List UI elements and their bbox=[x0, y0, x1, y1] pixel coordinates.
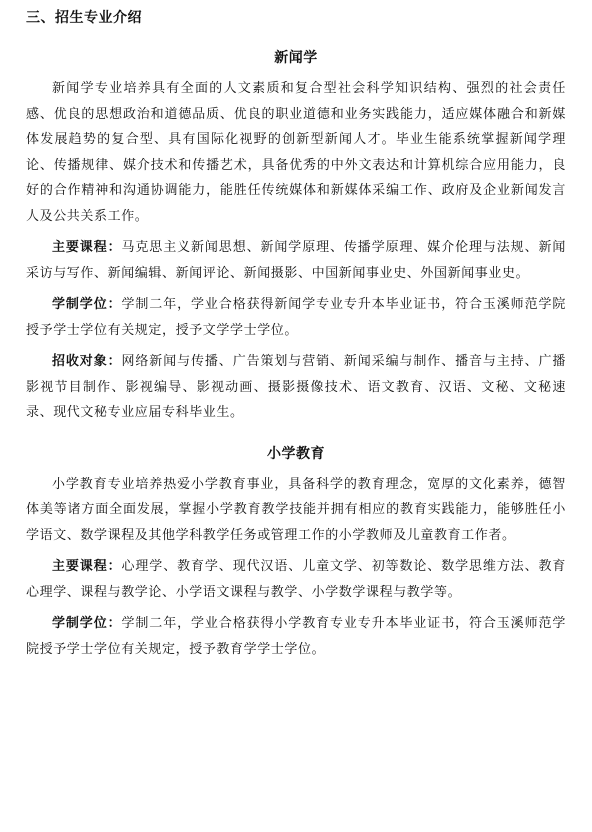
target-paragraph bbox=[26, 349, 566, 426]
section-heading: 三、招生专业介绍 bbox=[26, 10, 142, 26]
courses-label: 主要课程： bbox=[52, 559, 122, 574]
target-text: 网络新闻与传播、广告策划与营销、新闻采编与制作、播音与主持、广播影视节目制作、影视编导、影视动画、摄影摄像技术、语文教育、汉语、文秘、文秘速录、现代文秘专业应届专科毕业生。 bbox=[26, 354, 566, 420]
major-intro: 小学教育专业培养热爱小学教育事业，具备科学的教育理念，宽厚的文化素养，德智体美等诸方面全面发展，掌握小学教育教学技能并拥有相应的教育实践能力，能够胜任小学语文、数学课程及其他学科教学任务或管理工作的小学教师及儿童教育工作者。 bbox=[26, 476, 566, 543]
courses-label: 主要课程： bbox=[52, 240, 122, 255]
major-block-journalism bbox=[26, 46, 566, 426]
degree-text: 学制二年，学业合格获得新闻学专业专升本毕业证书，符合玉溪师范学院授予学士学位有关规定，授予文学学士学位。 bbox=[26, 297, 566, 338]
courses-text: 心理学、教育学、现代汉语、儿童文学、初等数论、数学思维方法、教育心理学、课程与教学论、小学语文课程与教学、小学数学课程与教学等。 bbox=[26, 559, 566, 600]
target-label: 招收对象： bbox=[52, 354, 122, 369]
degree-label: 学制学位： bbox=[52, 616, 122, 631]
courses-paragraph bbox=[26, 235, 566, 286]
courses-paragraph bbox=[26, 554, 566, 605]
degree-label: 学制学位： bbox=[52, 297, 122, 312]
degree-text: 学制二年，学业合格获得小学教育专业专升本毕业证书，符合玉溪师范学院授予学士学位有关规定，授予教育学学士学位。 bbox=[26, 616, 566, 657]
major-block-primary-education bbox=[26, 442, 566, 663]
degree-paragraph bbox=[26, 292, 566, 343]
courses-text: 马克思主义新闻思想、新闻学原理、传播学原理、媒介伦理与法规、新闻采访与写作、新闻编辑、新闻评论、新闻摄影、中国新闻事业史、外国新闻事业史。 bbox=[26, 240, 566, 281]
major-title: 小学教育 bbox=[267, 445, 325, 462]
degree-paragraph bbox=[26, 611, 566, 662]
major-intro: 新闻学专业培养具有全面的人文素质和复合型社会科学知识结构、强烈的社会责任感、优良的思想政治和道德品质、优良的职业道德和业务实践能力，适应媒体融合和新媒体发展趋势的复合型、具有国际化视野的创新型新闻人才。毕业生能系统掌握新闻学理论、传播规律、媒介技术和传播艺术，具备优秀的中外文表达和计算机综合应用能力，良好的合作精神和沟通协调能力，能胜任传统媒体和新媒体采编工作、政府及企业新闻发言人及公共关系工作。 bbox=[26, 81, 566, 224]
major-title: 新闻学 bbox=[274, 50, 318, 66]
